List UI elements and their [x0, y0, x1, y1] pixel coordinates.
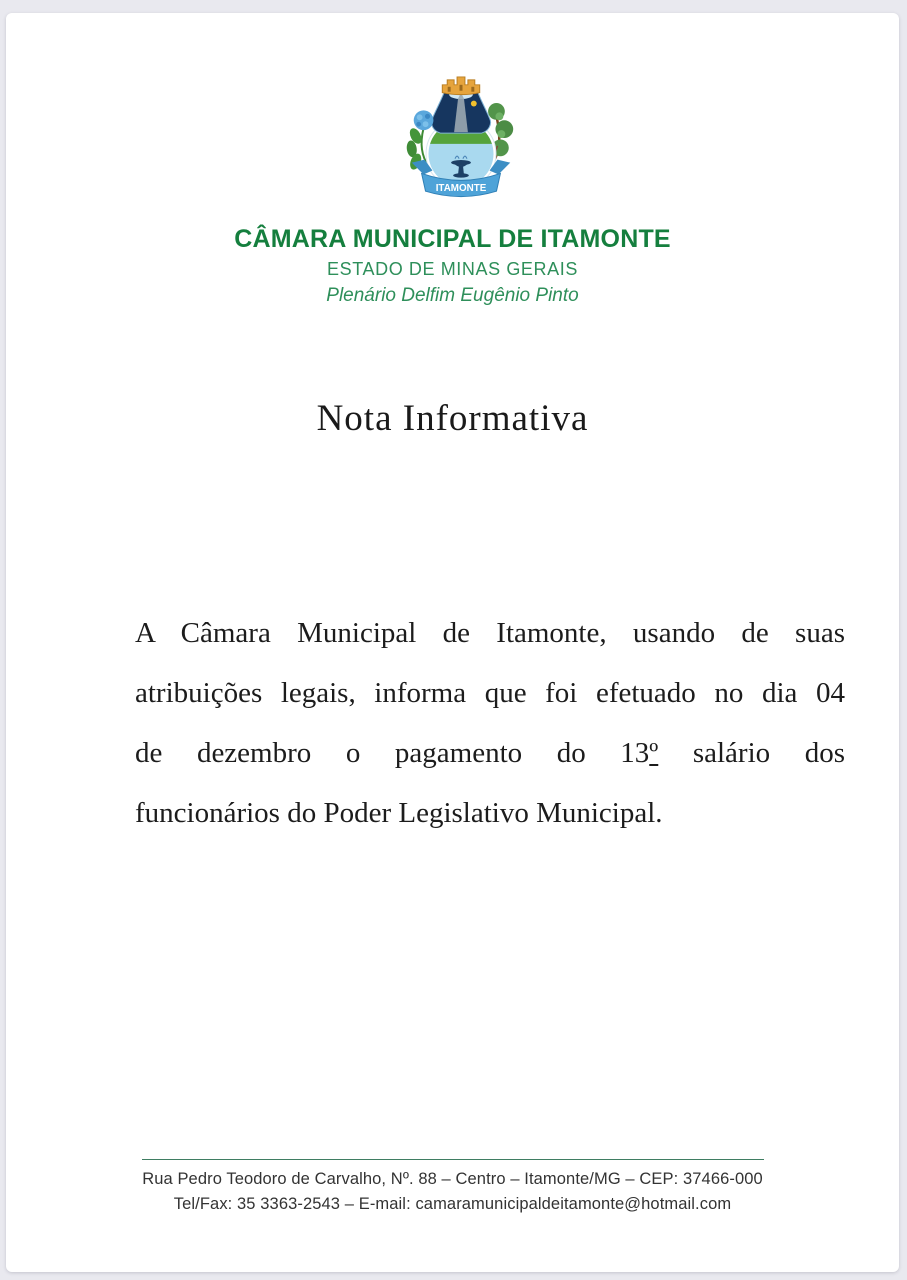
fountain-stem: [458, 166, 464, 175]
tree-foliage-highlight: [495, 112, 503, 120]
body-line-1: A Câmara Municipal de Itamonte, usando de suas: [135, 617, 845, 649]
hydrangea-petal: [424, 114, 429, 119]
hydrangea-petal: [416, 122, 421, 127]
letterhead: [6, 73, 899, 309]
body-line-4: funcionários do Poder Legislativo Municipal.: [135, 797, 663, 829]
letterfoot: [6, 1159, 899, 1217]
org-state-line: ESTADO DE MINAS GERAIS: [327, 259, 578, 279]
footer-contact: Tel/Fax: 35 3363-2543 – E-mail: camaramunicipaldeitamonte@hotmail.com: [173, 1195, 732, 1213]
coat-of-arms-icon: [401, 73, 521, 203]
body-line-2: atribuições legais, informa que foi efetuado no dia 04: [135, 677, 845, 709]
body-line-3: [135, 723, 845, 783]
sun: [470, 101, 476, 107]
hydrangea-petal: [422, 121, 428, 127]
fountain-base: [453, 173, 469, 177]
crown-gate: [459, 85, 462, 91]
ribbon-label: ITAMONTE: [435, 183, 486, 195]
document-title: Nota Informativa: [316, 398, 589, 439]
footer-address: Rua Pedro Teodoro de Carvalho, Nº. 88 – Centro – Itamonte/MG – CEP: 37466-000: [142, 1170, 763, 1188]
tree-foliage-highlight: [497, 130, 505, 138]
hydrangea-petal: [416, 114, 422, 120]
footer-divider: [142, 1159, 764, 1160]
org-plenary-line: Plenário Delfim Eugênio Pinto: [326, 285, 579, 306]
crown-gate: [471, 87, 474, 92]
ordinal-indicator: º: [649, 737, 659, 769]
hydrangea-flower: [413, 110, 433, 130]
body-line-3-text: salário dos: [658, 737, 845, 769]
org-name: CÂMARA MUNICIPAL DE ITAMONTE: [234, 225, 671, 253]
crown-gate: [447, 87, 450, 92]
fountain-bowl: [451, 160, 471, 165]
document-page: [6, 13, 899, 1272]
itamonte-coat-of-arms-logo: [401, 73, 521, 203]
body-paragraph: [135, 603, 845, 843]
body-line-3-text: de dezembro o pagamento do 13: [135, 737, 650, 769]
